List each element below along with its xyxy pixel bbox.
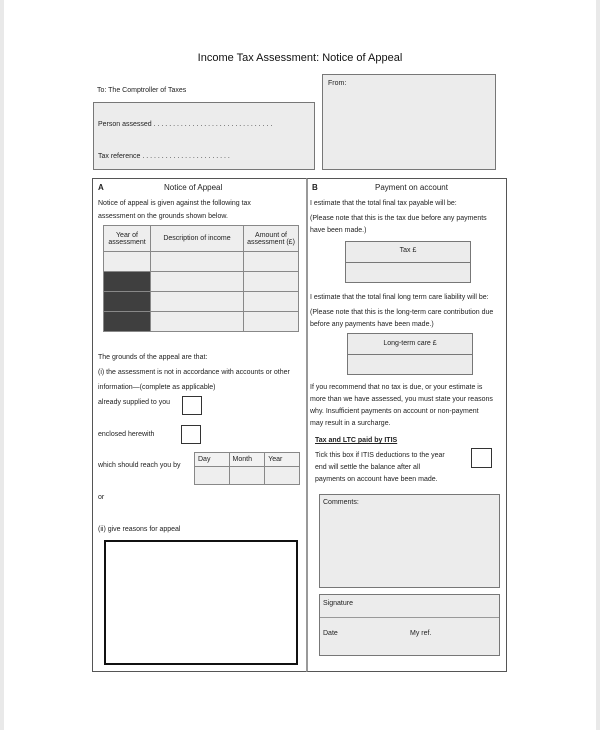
table-cell	[104, 292, 151, 312]
estimate-2: I estimate that the total final long term care liability will be:	[310, 294, 489, 301]
enclosed-checkbox[interactable]	[181, 425, 201, 444]
section-b	[306, 178, 507, 672]
from-box[interactable]	[322, 74, 496, 170]
recommend-1: If you recommend that no tax is due, or your estimate is	[310, 384, 483, 391]
recommend-2: more than we have assessed, you must state your reasons	[310, 396, 493, 403]
already-supplied-label: already supplied to you	[98, 399, 170, 406]
tax-box[interactable]	[345, 241, 471, 283]
table-cell[interactable]	[104, 252, 151, 272]
recommend-3: why. Insufficient payments on account or non-payment	[310, 408, 479, 415]
col-header-amount: Amount of assessment (£)	[244, 226, 299, 252]
table-cell[interactable]	[244, 252, 299, 272]
section-a-intro-1: Notice of appeal is given against the following tax	[98, 200, 251, 207]
signature-label: Signature	[323, 600, 353, 607]
tax-reference-field[interactable]: Tax reference . . . . . . . . . . . . . . . . . . . . . . .	[98, 153, 230, 160]
tax-divider	[346, 262, 470, 263]
to-label: To: The Comptroller of Taxes	[97, 87, 187, 94]
ltc-box[interactable]	[347, 333, 473, 375]
comments-box[interactable]	[319, 494, 500, 588]
ltc-label: Long-term care £	[383, 340, 437, 347]
signature-divider	[320, 617, 499, 618]
col-header-description: Description of income	[151, 226, 244, 252]
section-b-heading: Payment on account	[375, 183, 448, 192]
note-1a: (Please note that this is the tax due before any payments	[310, 215, 487, 222]
day-input[interactable]	[195, 467, 230, 485]
itis-heading: Tax and LTC paid by ITIS	[315, 437, 398, 444]
item-ii-label: (ii) give reasons for appeal	[98, 526, 181, 533]
note-1b: have been made.)	[310, 227, 367, 234]
ltc-divider	[348, 354, 472, 355]
section-a-heading: Notice of Appeal	[164, 183, 223, 192]
reasons-textarea[interactable]	[104, 540, 298, 665]
day-header: Day	[195, 453, 230, 467]
date-table	[194, 452, 300, 485]
col-header-year: Year of assessment	[104, 226, 151, 252]
month-header: Month	[229, 453, 265, 467]
table-cell[interactable]	[244, 272, 299, 292]
already-supplied-checkbox[interactable]	[182, 396, 202, 415]
table-cell[interactable]	[151, 272, 244, 292]
table-cell	[104, 312, 151, 332]
note-2b: before any payments have been made.)	[310, 321, 434, 328]
table-cell[interactable]	[244, 312, 299, 332]
note-2a: (Please note that this is the long-term care contribution due	[310, 309, 494, 316]
grounds-label: The grounds of the appeal are that:	[98, 354, 208, 361]
comments-label: Comments:	[323, 499, 359, 506]
or-label: or	[98, 494, 105, 501]
month-input[interactable]	[229, 467, 265, 485]
recommend-4: may result in a surcharge.	[310, 420, 391, 427]
signature-box	[319, 594, 500, 656]
reach-you-label: which should reach you by	[98, 462, 181, 469]
tax-label: Tax £	[399, 247, 417, 254]
table-cell	[104, 272, 151, 292]
person-assessed-field[interactable]: Person assessed . . . . . . . . . . . . . . . . . . . . . . . . . . . . . . .	[98, 121, 273, 128]
table-cell[interactable]	[151, 312, 244, 332]
itis-line-3: payments on account have been made.	[315, 476, 438, 483]
section-b-letter: B	[312, 183, 318, 192]
from-label: From:	[328, 80, 347, 87]
section-a-letter: A	[98, 183, 104, 192]
form-title: Income Tax Assessment: Notice of Appeal	[197, 52, 403, 64]
enclosed-label: enclosed herewith	[98, 431, 155, 438]
section-a-intro-2: assessment on the grounds shown below.	[98, 213, 228, 220]
itis-line-2: end will settle the balance after all	[315, 464, 421, 471]
year-header: Year	[265, 453, 300, 467]
table-cell[interactable]	[151, 292, 244, 312]
item-i-line-1: (i) the assessment is not in accordance with accounts or other	[98, 369, 290, 376]
form-page	[4, 0, 596, 730]
estimate-1: I estimate that the total final tax payable will be:	[310, 200, 457, 207]
itis-line-1: Tick this box if ITIS deductions to the year	[315, 452, 445, 459]
itis-checkbox[interactable]	[471, 448, 492, 468]
year-input[interactable]	[265, 467, 300, 485]
person-box	[93, 102, 315, 170]
table-cell[interactable]	[151, 252, 244, 272]
myref-label: My ref.	[410, 630, 432, 637]
assessment-table	[103, 225, 299, 332]
table-cell[interactable]	[244, 292, 299, 312]
section-a	[92, 178, 308, 672]
date-label: Date	[323, 630, 338, 637]
item-i-line-2: information—(complete as applicable)	[98, 384, 216, 391]
